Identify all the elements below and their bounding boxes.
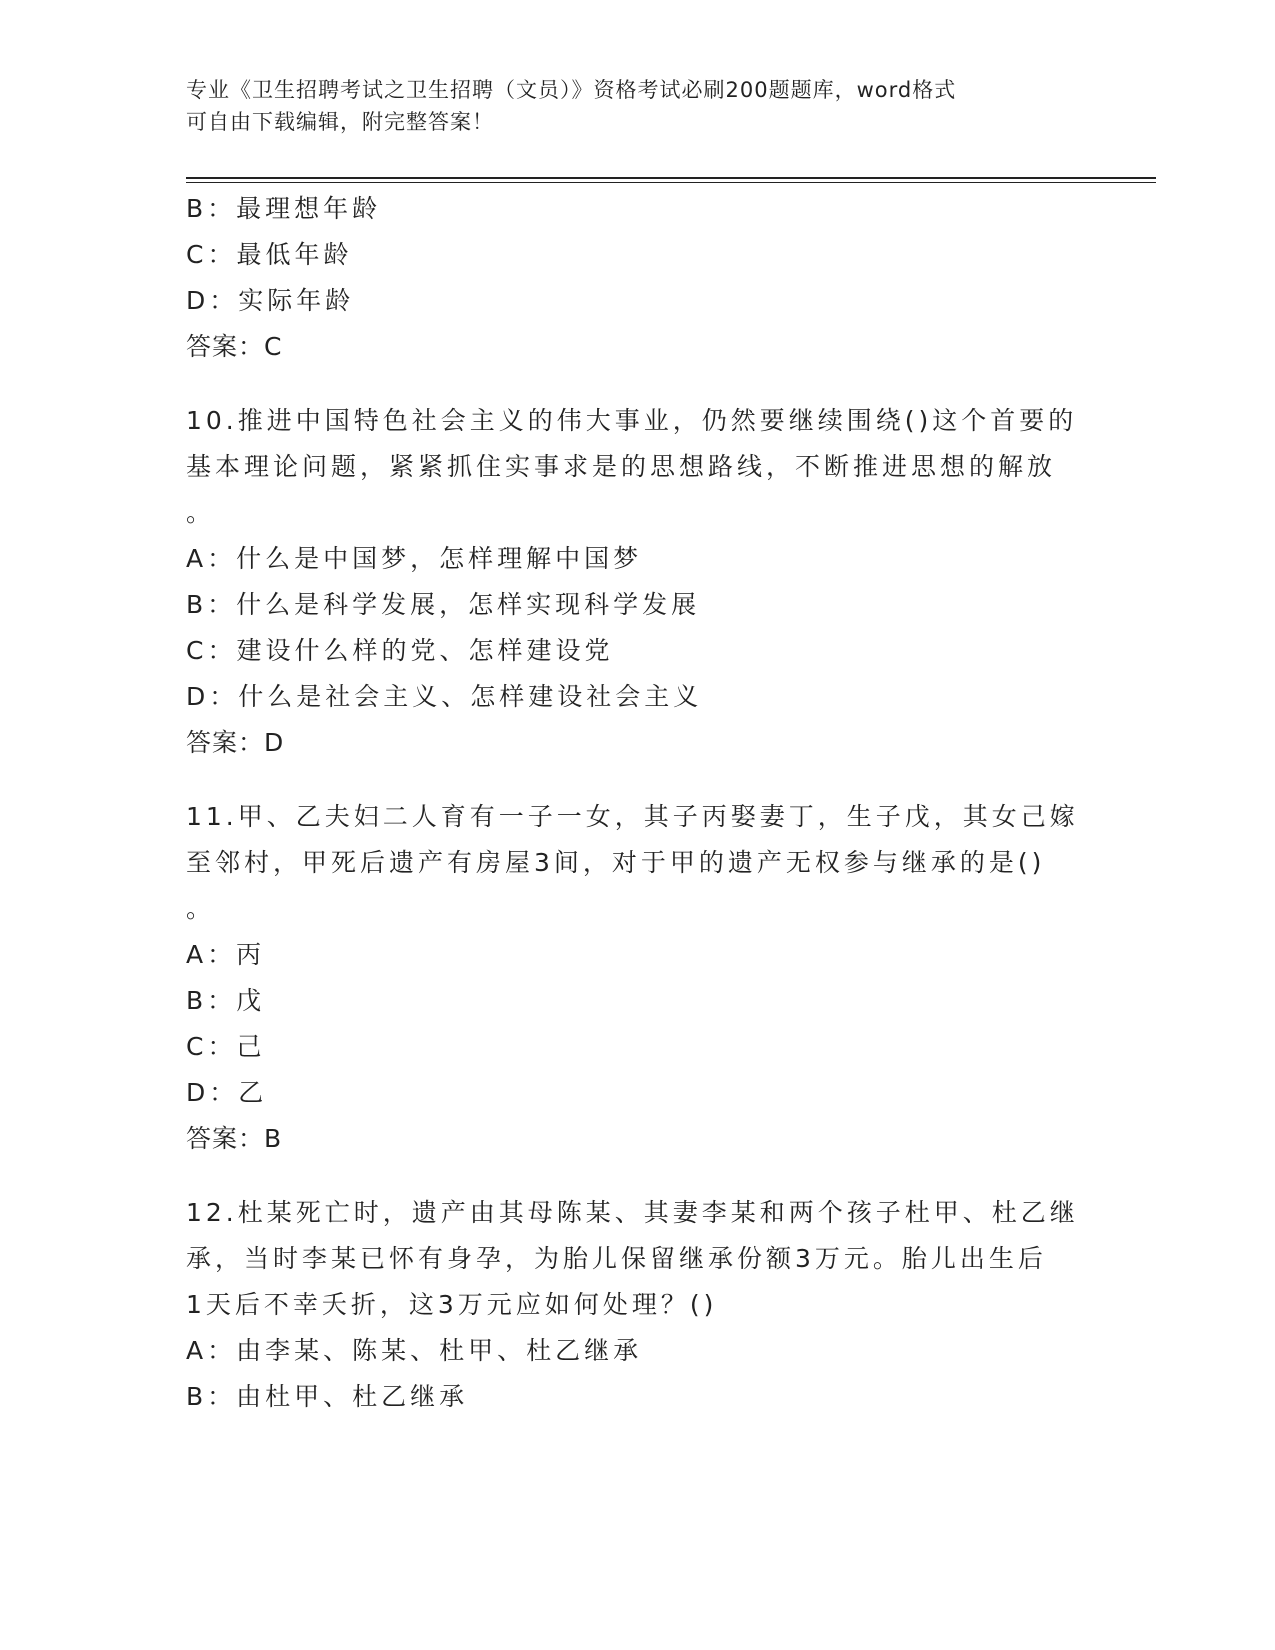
option-b: B：由杜甲、杜乙继承 [186,1382,469,1411]
question-11 [186,794,1086,1162]
question-9-continued [186,186,1086,370]
option-b: B：最理想年龄 [186,194,382,223]
question-12 [186,1190,1086,1420]
option-a: A：由李某、陈某、杜甲、杜乙继承 [186,1336,643,1365]
option-d: D：乙 [186,1078,268,1107]
answer-line: 答案：D [186,728,285,757]
answer-line: 答案：C [186,332,283,361]
option-a: A：丙 [186,940,266,969]
question-stem-line: 10.推进中国特色社会主义的伟大事业，仍然要继续围绕()这个首要的 [186,406,1078,435]
question-stem-line: 。 [186,894,216,923]
question-10 [186,398,1086,766]
option-a: A：什么是中国梦，怎样理解中国梦 [186,544,643,573]
answer-line: 答案：B [186,1124,283,1153]
question-stem-line: 基本理论问题，紧紧抓住实事求是的思想路线，不断推进思想的解放 [186,452,1057,481]
option-c: C：己 [186,1032,266,1061]
question-stem-line: 12.杜某死亡时，遗产由其母陈某、其妻李某和两个孩子杜甲、杜乙继 [186,1198,1079,1227]
page-header [186,74,1066,138]
question-stem-line: 承，当时李某已怀有身孕，为胎儿保留继承份额3万元。胎儿出生后 [186,1244,1047,1273]
question-stem-line: 11.甲、乙夫妇二人育有一子一女，其子丙娶妻丁，生子戊，其女己嫁 [186,802,1079,831]
option-d: D：实际年龄 [186,286,355,315]
option-d: D：什么是社会主义、怎样建设社会主义 [186,682,703,711]
option-b: B：什么是科学发展，怎样实现科学发展 [186,590,701,619]
header-title-line-2: 可自由下载编辑，附完整答案！ [186,110,494,134]
question-list [186,186,1086,1420]
question-stem-line: 。 [186,498,216,527]
question-stem-line: 至邻村，甲死后遗产有房屋3间，对于甲的遗产无权参与继承的是() [186,848,1046,877]
question-stem-line: 1天后不幸夭折，这3万元应如何处理？() [186,1290,718,1319]
header-title-line-1: 专业《卫生招聘考试之卫生招聘（文员）》资格考试必刷200题题库，word格式 [186,78,957,102]
option-c: C：建设什么样的党、怎样建设党 [186,636,614,665]
option-b: B：戊 [186,986,266,1015]
option-c: C：最低年龄 [186,240,353,269]
header-divider-thin [186,182,1156,183]
header-divider-thick [186,177,1156,179]
